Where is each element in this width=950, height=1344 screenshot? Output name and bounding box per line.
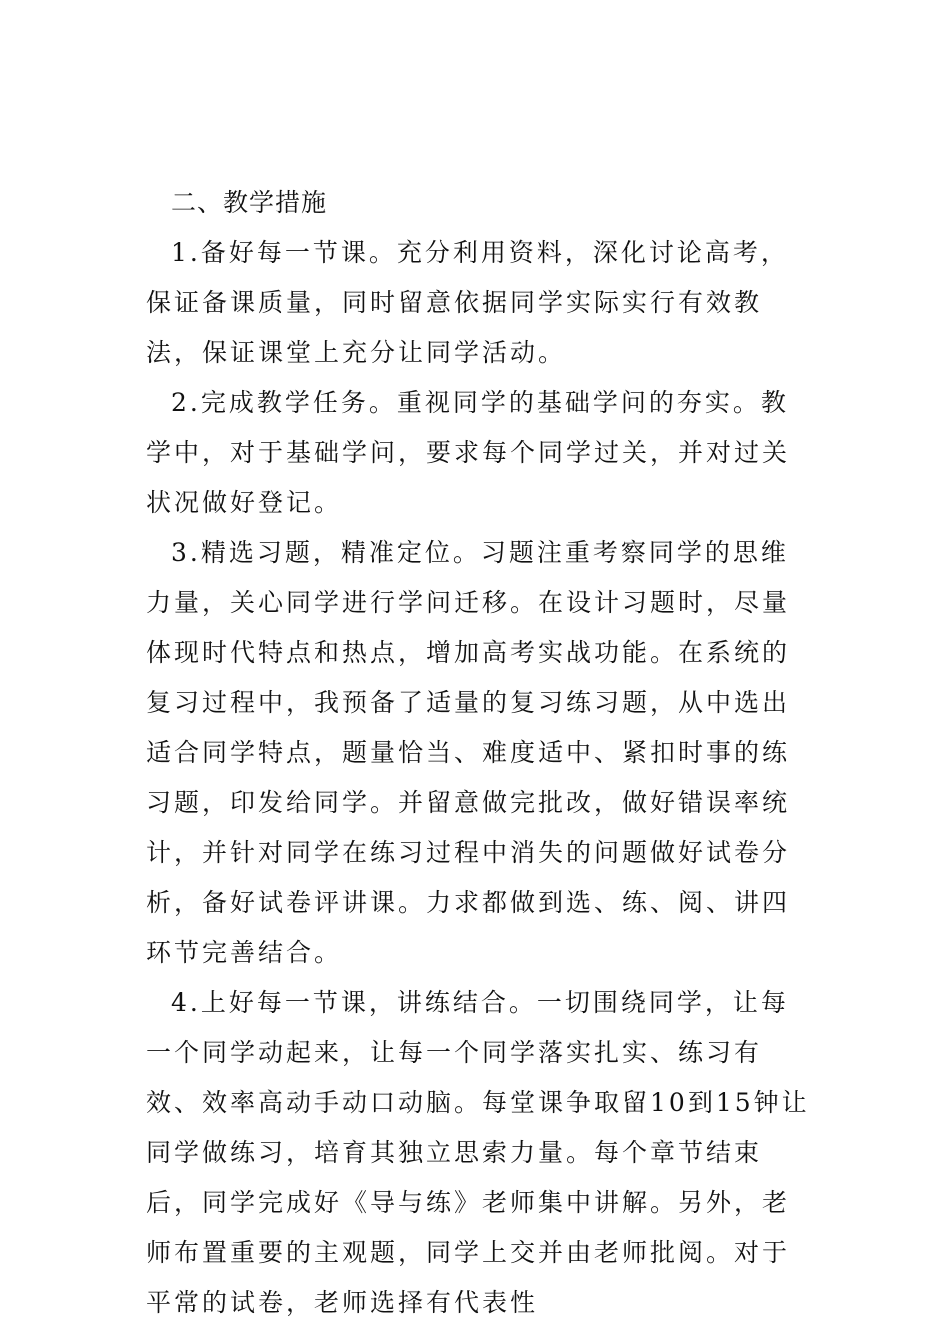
document-body [146, 178, 810, 1328]
paragraph-2: 2.完成教学任务。重视同学的基础学问的夯实。教学中，对于基础学问，要求每个同学过关，并对过关状况做好登记。 [146, 388, 791, 517]
paragraph-1: 1.备好每一节课。充分利用资料，深化讨论高考，保证备课质量，同时留意依据同学实际实行有效教法，保证课堂上充分让同学活动。 [146, 238, 789, 367]
section-heading: 二、教学措施 [171, 188, 328, 217]
paragraph-3: 3.精选习题，精准定位。习题注重考察同学的思维力量，关心同学进行学问迁移。在设计习题时，尽量体现时代特点和热点，增加高考实战功能。在系统的复习过程中，我预备了适量的复习练习题，从中选出适合同学特点，题量恰当、难度适中、紧扣时事的练习题，印发给同学。并留意做完批改，做好错误率统计，并针对同学在练习过程中消失的问题做好试卷分析，备好试卷评讲课。力求都做到选、练、阅、讲四环节完善结合。 [146, 538, 791, 967]
paragraph-4: 4.上好每一节课，讲练结合。一切围绕同学，让每一个同学动起来，让每一个同学落实扎实、练习有效、效率高动手动口动脑。每堂课争取留10到15钟让同学做练习，培育其独立思索力量。每个章节结束后，同学完成好《导与练》老师集中讲解。另外，老师布置重要的主观题，同学上交并由老师批阅。对于平常的试卷，老师选择有代表性 [146, 988, 810, 1317]
